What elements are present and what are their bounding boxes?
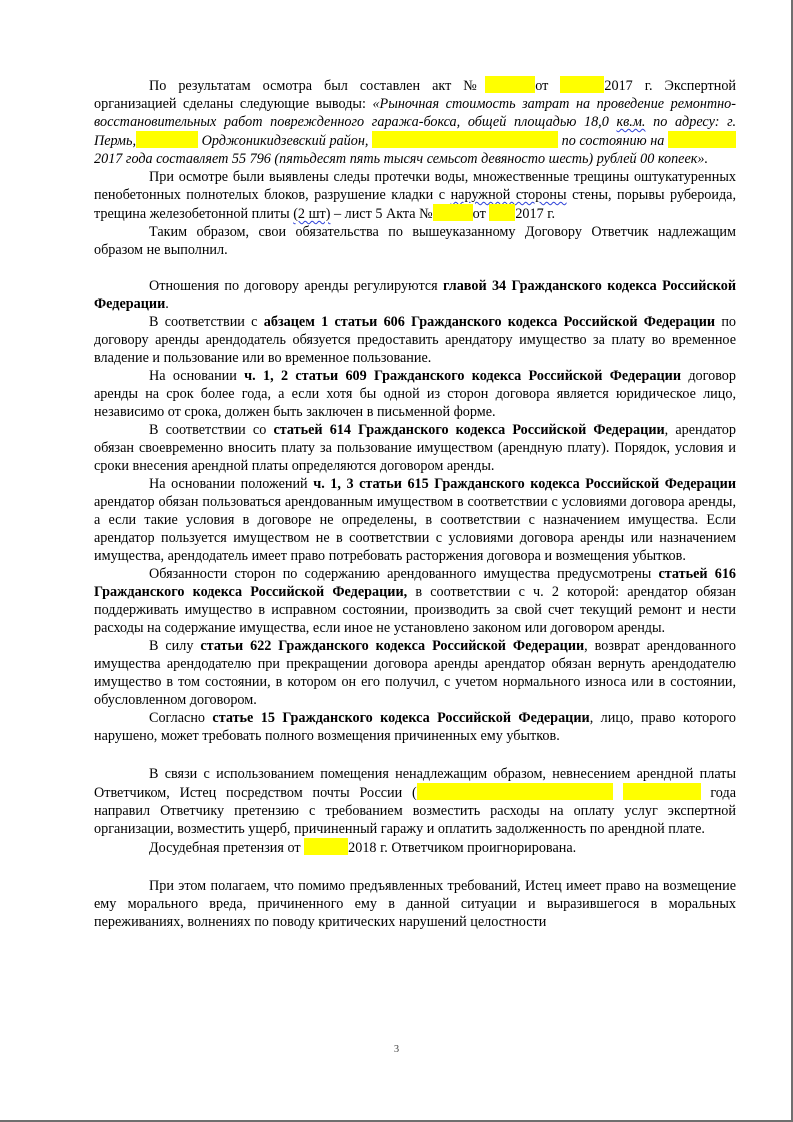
blank-line [94,857,736,877]
paragraph-article-615: На основании положений ч. 1, 3 статьи 615 Гражданского кодекса Российской Федерации арендатор обязан пользоваться арендованным имуществом в соответствии с условиями договора аренды, а если такие условия в договоре не определены, в соответствии с назначением имущества. Если арендатор пользуется имуществом не в соответствии с условиями договора аренды или назначением имущества, арендодатель имеет право потребовать расторжения договора и возмещения убытков. [94,476,737,564]
blank-line [94,259,736,277]
redaction-highlight [136,131,198,148]
spellcheck-underline: (2 шт) [293,206,331,222]
redaction-highlight [485,76,535,93]
paragraph-article-609: На основании ч. 1, 2 статьи 609 Гражданского кодекса Российской Федерации договор аренды на срок более года, а если хотя бы одной из сторон договора является юридическое лицо, независимо от срока, должен быть заключен в письменной форме. [94,368,736,420]
document-page [94,76,736,931]
redaction-highlight [560,76,604,93]
spellcheck-underline: кв.м. [616,114,646,130]
redaction-highlight [489,204,515,221]
redaction-highlight [433,204,473,221]
redaction-highlight [668,131,736,148]
paragraph-claim-ignored: Досудебная претензия от 2018 г. Ответчиком проигнорирована. [149,840,577,856]
paragraph-obligations-conclusion: Таким образом, свои обязательства по вышеуказанному Договору Ответчик надлежащим образом не выполнил. [94,224,736,258]
blank-line [94,745,736,765]
paragraph-chapter-34: Отношения по договору аренды регулируются главой 34 Гражданского кодекса Российской Федерации. [94,278,737,312]
paragraph-inspection-act: По результатам осмотра был составлен акт № от 2017 г. Экспертной организацией сделаны следующие выводы: «Рыночная стоимость затрат на проведение ремонтно-восстановительных работ поврежденного гаража-бокса, общей площадью 18,0 кв.м. по адресу: г. Пермь, Орджоникидзевский район, по состоянию на 2017 года составляет 55 796 (пятьдесят пять тысяч семьсот девяносто шесть) рублей 00 копеек». [94,78,737,167]
paragraph-article-15: Согласно статье 15 Гражданского кодекса Российской Федерации, лицо, право которого нарушено, может требовать полного возмещения причиненных ему убытков. [94,710,736,744]
paragraph-article-616: Обязанности сторон по содержанию арендованного имущества предусмотрены статьей 616 Гражданского кодекса Российской Федерации, в соответствии с ч. 2 которой: арендатор обязан поддерживать имущество в исправном состоянии, производить за свой счет текущий ремонт и нести расходы на содержание имущества, если иное не установлено законом или договором аренды. [94,566,737,636]
redaction-highlight [304,838,348,855]
page-number: 3 [393,1044,400,1055]
spellcheck-underline: наружной стороны [450,187,567,203]
paragraph-inspection-findings: При осмотре были выявлены следы протечки воды, множественные трещины оштукатуренных пенобетонных полнотелых блоков, разрушение кладки с наружной стороны стены, порывы рубероида, трещина железобетонной плиты (2 шт) – лист 5 Акта № от 2017 г. [94,169,737,222]
paragraph-article-606: В соответствии с абзацем 1 статьи 606 Гражданского кодекса Российской Федерации по договору аренды арендодатель обязуется предоставить арендатору имущество за плату во временное владение и пользование или во временное пользование. [94,314,737,366]
redaction-highlight [417,783,613,800]
paragraph-pretrial-claim: В связи с использованием помещения ненадлежащим образом, невнесением арендной платы Ответчиком, Истец посредством почты России ( года направил Ответчику претензию с требованием возместить расходы на оплату услуг экспертной организации, возместить ущерб, причиненный гаражу и оплатить задолженность по арендной плате. [94,766,737,837]
redaction-highlight [623,783,701,800]
paragraph-article-622: В силу статьи 622 Гражданского кодекса Российской Федерации, возврат арендованного имущества арендодателю при прекращении договора аренды арендатор обязан вернуть арендодателю имущество в том состоянии, в котором он его получил, с учетом нормального износа или в состоянии, обусловленном договором. [94,638,737,708]
paragraph-moral-damage: При этом полагаем, что помимо предъявленных требований, Истец имеет право на возмещение ему морального вреда, причиненного ему в данной ситуации и выразившегося в моральных переживаниях, волнениях по поводу критических нарушений целостности [94,878,736,930]
redaction-highlight [372,131,558,148]
paragraph-article-614: В соответствии со статьей 614 Гражданского кодекса Российской Федерации, арендатор обязан своевременно вносить плату за пользование имуществом (арендную плату). Порядок, условия и сроки внесения арендной платы определяются договором аренды. [94,422,736,474]
